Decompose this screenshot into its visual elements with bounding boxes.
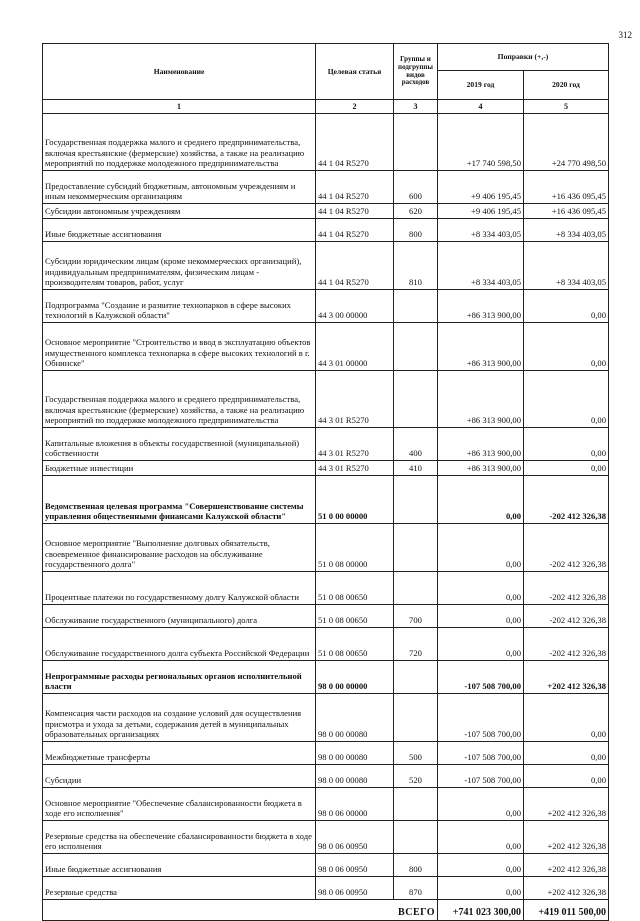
column-number: 1 <box>43 100 316 114</box>
table-row <box>43 788 609 821</box>
row-expense-type <box>394 323 438 371</box>
row-name: Основное мероприятие "Обеспечение сбалансированности бюджета в ходе его исполнения" <box>43 788 316 821</box>
row-amount-2019: 0,00 <box>438 476 524 524</box>
row-amount-2020: +16 436 095,45 <box>524 204 609 219</box>
row-amount-2020: 0,00 <box>524 290 609 323</box>
row-amount-2020: +202 412 326,38 <box>524 661 609 694</box>
row-amount-2019: -107 508 700,00 <box>438 742 524 765</box>
total-amount-2019: +741 023 300,00 <box>438 900 524 921</box>
row-name: Ведомственная целевая программа "Совершенствование системы управления общественными финансами Калужской области" <box>43 476 316 524</box>
table-row <box>43 661 609 694</box>
row-name: Резервные средства <box>43 877 316 900</box>
header-row <box>43 44 609 71</box>
row-amount-2019: -107 508 700,00 <box>438 661 524 694</box>
row-name: Процентные платежи по государственному долгу Калужской области <box>43 572 316 605</box>
row-name: Бюджетные инвестиции <box>43 461 316 476</box>
row-amount-2020: 0,00 <box>524 323 609 371</box>
row-expense-type <box>394 524 438 572</box>
row-target-code: 44 3 01 00000 <box>316 323 394 371</box>
row-amount-2019: +9 406 195,45 <box>438 204 524 219</box>
row-name: Предоставление субсидий бюджетным, автономным учреждениям и иным некоммерческим организациям <box>43 171 316 204</box>
header-year-2020: 2020 год <box>524 71 609 100</box>
row-amount-2019: +86 313 900,00 <box>438 371 524 428</box>
table-row <box>43 694 609 742</box>
row-amount-2019: +9 406 195,45 <box>438 171 524 204</box>
row-name: Межбюджетные трансферты <box>43 742 316 765</box>
row-amount-2020: +202 412 326,38 <box>524 821 609 854</box>
row-amount-2019: 0,00 <box>438 854 524 877</box>
row-expense-type <box>394 661 438 694</box>
table-row <box>43 742 609 765</box>
row-expense-type: 500 <box>394 742 438 765</box>
column-number: 4 <box>438 100 524 114</box>
row-target-code: 98 0 00 00080 <box>316 694 394 742</box>
row-amount-2019: 0,00 <box>438 877 524 900</box>
row-amount-2020: 0,00 <box>524 461 609 476</box>
row-amount-2020: +8 334 403,05 <box>524 219 609 242</box>
row-expense-type: 620 <box>394 204 438 219</box>
column-number: 3 <box>394 100 438 114</box>
row-amount-2020: +24 770 498,50 <box>524 114 609 171</box>
row-target-code: 51 0 08 00650 <box>316 572 394 605</box>
row-target-code: 98 0 00 00080 <box>316 742 394 765</box>
row-target-code: 98 0 06 00000 <box>316 788 394 821</box>
row-amount-2019: -107 508 700,00 <box>438 765 524 788</box>
table-row <box>43 219 609 242</box>
table-row <box>43 428 609 461</box>
total-amount-2020: +419 011 500,00 <box>524 900 609 921</box>
row-target-code: 44 3 01 R5270 <box>316 371 394 428</box>
row-amount-2020: -202 412 326,38 <box>524 572 609 605</box>
row-amount-2020: 0,00 <box>524 428 609 461</box>
row-name: Иные бюджетные ассигнования <box>43 854 316 877</box>
row-amount-2019: +86 313 900,00 <box>438 323 524 371</box>
row-amount-2020: -202 412 326,38 <box>524 524 609 572</box>
header-amendments: Поправки (+,-) <box>438 44 609 71</box>
row-amount-2020: +8 334 403,05 <box>524 242 609 290</box>
row-expense-type: 870 <box>394 877 438 900</box>
row-amount-2019: +8 334 403,05 <box>438 219 524 242</box>
row-expense-type: 800 <box>394 219 438 242</box>
column-number: 2 <box>316 100 394 114</box>
table-row <box>43 476 609 524</box>
row-expense-type <box>394 572 438 605</box>
row-expense-type <box>394 114 438 171</box>
row-expense-type <box>394 290 438 323</box>
row-amount-2020: +202 412 326,38 <box>524 854 609 877</box>
row-target-code: 44 3 01 R5270 <box>316 428 394 461</box>
row-expense-type: 600 <box>394 171 438 204</box>
row-amount-2020: +16 436 095,45 <box>524 171 609 204</box>
row-name: Субсидии <box>43 765 316 788</box>
row-target-code: 98 0 06 00950 <box>316 854 394 877</box>
row-expense-type: 520 <box>394 765 438 788</box>
row-amount-2020: 0,00 <box>524 371 609 428</box>
row-amount-2019: +86 313 900,00 <box>438 428 524 461</box>
row-name: Основное мероприятие "Строительство и ввод в эксплуатацию объектов имущественного комплекса технопарка в сфере высоких технологий в г. Обнинске" <box>43 323 316 371</box>
row-target-code: 51 0 00 00000 <box>316 476 394 524</box>
row-amount-2019: 0,00 <box>438 605 524 628</box>
row-name: Обслуживание государственного (муниципального) долга <box>43 605 316 628</box>
row-amount-2020: -202 412 326,38 <box>524 628 609 661</box>
header-year-2019: 2019 год <box>438 71 524 100</box>
row-amount-2020: 0,00 <box>524 742 609 765</box>
row-expense-type: 800 <box>394 854 438 877</box>
header-group: Группы и подгруппы видов расходов <box>394 44 438 100</box>
row-target-code: 44 1 04 R5270 <box>316 242 394 290</box>
row-amount-2019: +86 313 900,00 <box>438 461 524 476</box>
header-name: Наименование <box>43 44 316 100</box>
row-expense-type <box>394 788 438 821</box>
row-amount-2019: -107 508 700,00 <box>438 694 524 742</box>
table-row <box>43 765 609 788</box>
row-amount-2019: 0,00 <box>438 788 524 821</box>
table-row <box>43 323 609 371</box>
row-name: Резервные средства на обеспечение сбалансированности бюджета в ходе его исполнения <box>43 821 316 854</box>
row-expense-type: 810 <box>394 242 438 290</box>
row-amount-2019: +8 334 403,05 <box>438 242 524 290</box>
row-name: Обслуживание государственного долга субъекта Российской Федерации <box>43 628 316 661</box>
row-target-code: 44 3 00 00000 <box>316 290 394 323</box>
row-amount-2019: 0,00 <box>438 572 524 605</box>
table-row <box>43 114 609 171</box>
table-row <box>43 204 609 219</box>
row-amount-2020: 0,00 <box>524 694 609 742</box>
row-amount-2020: +202 412 326,38 <box>524 877 609 900</box>
row-target-code: 51 0 08 00000 <box>316 524 394 572</box>
total-label: ВСЕГО <box>43 900 438 921</box>
column-number: 5 <box>524 100 609 114</box>
row-target-code: 51 0 08 00650 <box>316 605 394 628</box>
row-name: Капитальные вложения в объекты государственной (муниципальной) собственности <box>43 428 316 461</box>
row-amount-2020: -202 412 326,38 <box>524 476 609 524</box>
table-row <box>43 242 609 290</box>
row-amount-2019: +17 740 598,50 <box>438 114 524 171</box>
table-row <box>43 628 609 661</box>
row-expense-type: 720 <box>394 628 438 661</box>
row-target-code: 98 0 06 00950 <box>316 821 394 854</box>
row-target-code: 51 0 08 00650 <box>316 628 394 661</box>
row-amount-2019: 0,00 <box>438 628 524 661</box>
row-amount-2019: +86 313 900,00 <box>438 290 524 323</box>
row-expense-type <box>394 476 438 524</box>
column-number-row <box>43 100 609 114</box>
table-row <box>43 171 609 204</box>
row-amount-2020: 0,00 <box>524 765 609 788</box>
row-target-code: 44 1 04 R5270 <box>316 204 394 219</box>
row-target-code: 44 1 04 R5270 <box>316 219 394 242</box>
header-target: Целевая статья <box>316 44 394 100</box>
row-target-code: 44 1 04 R5270 <box>316 114 394 171</box>
table-row <box>43 524 609 572</box>
row-amount-2019: 0,00 <box>438 524 524 572</box>
row-target-code: 98 0 06 00950 <box>316 877 394 900</box>
table-row <box>43 461 609 476</box>
page-number: 312 <box>618 30 632 40</box>
row-name: Государственная поддержка малого и среднего предпринимательства, включая крестьянские (фермерские) хозяйства, а также на реализацию мероприятий по поддержке молодежного предпринимательства <box>43 371 316 428</box>
row-target-code: 98 0 00 00080 <box>316 765 394 788</box>
row-amount-2020: +202 412 326,38 <box>524 788 609 821</box>
budget-amendments-table <box>42 43 609 921</box>
total-row <box>43 900 609 921</box>
table-row <box>43 877 609 900</box>
row-target-code: 44 1 04 R5270 <box>316 171 394 204</box>
row-expense-type <box>394 694 438 742</box>
row-expense-type: 700 <box>394 605 438 628</box>
row-name: Основное мероприятие "Выполнение долговых обязательств, своевременное финансирование расходов на обслуживание государственного долга" <box>43 524 316 572</box>
row-expense-type <box>394 371 438 428</box>
table-row <box>43 290 609 323</box>
row-target-code: 98 0 00 00000 <box>316 661 394 694</box>
row-expense-type <box>394 821 438 854</box>
row-name: Субсидии автономным учреждениям <box>43 204 316 219</box>
table-row <box>43 821 609 854</box>
row-name: Иные бюджетные ассигнования <box>43 219 316 242</box>
row-name: Компенсация части расходов на создание условий для осуществления присмотра и ухода за детьми, содержания детей в муниципальных образовательных организациях <box>43 694 316 742</box>
table-row <box>43 605 609 628</box>
row-amount-2019: 0,00 <box>438 821 524 854</box>
row-amount-2020: -202 412 326,38 <box>524 605 609 628</box>
row-name: Непрограммные расходы региональных органов исполнительной власти <box>43 661 316 694</box>
table-row <box>43 572 609 605</box>
table-row <box>43 371 609 428</box>
table-row <box>43 854 609 877</box>
row-expense-type: 410 <box>394 461 438 476</box>
row-target-code: 44 3 01 R5270 <box>316 461 394 476</box>
row-name: Субсидии юридическим лицам (кроме некоммерческих организаций), индивидуальным предпринимателям, физическим лицам - производителям товаров, работ, услуг <box>43 242 316 290</box>
row-expense-type: 400 <box>394 428 438 461</box>
row-name: Подпрограмма "Создание и развитие технопарков в сфере высоких технологий в Калужской области" <box>43 290 316 323</box>
row-name: Государственная поддержка малого и среднего предпринимательства, включая крестьянские (фермерские) хозяйства, а также на реализацию мероприятий по поддержке молодежного предпринимательства <box>43 114 316 171</box>
